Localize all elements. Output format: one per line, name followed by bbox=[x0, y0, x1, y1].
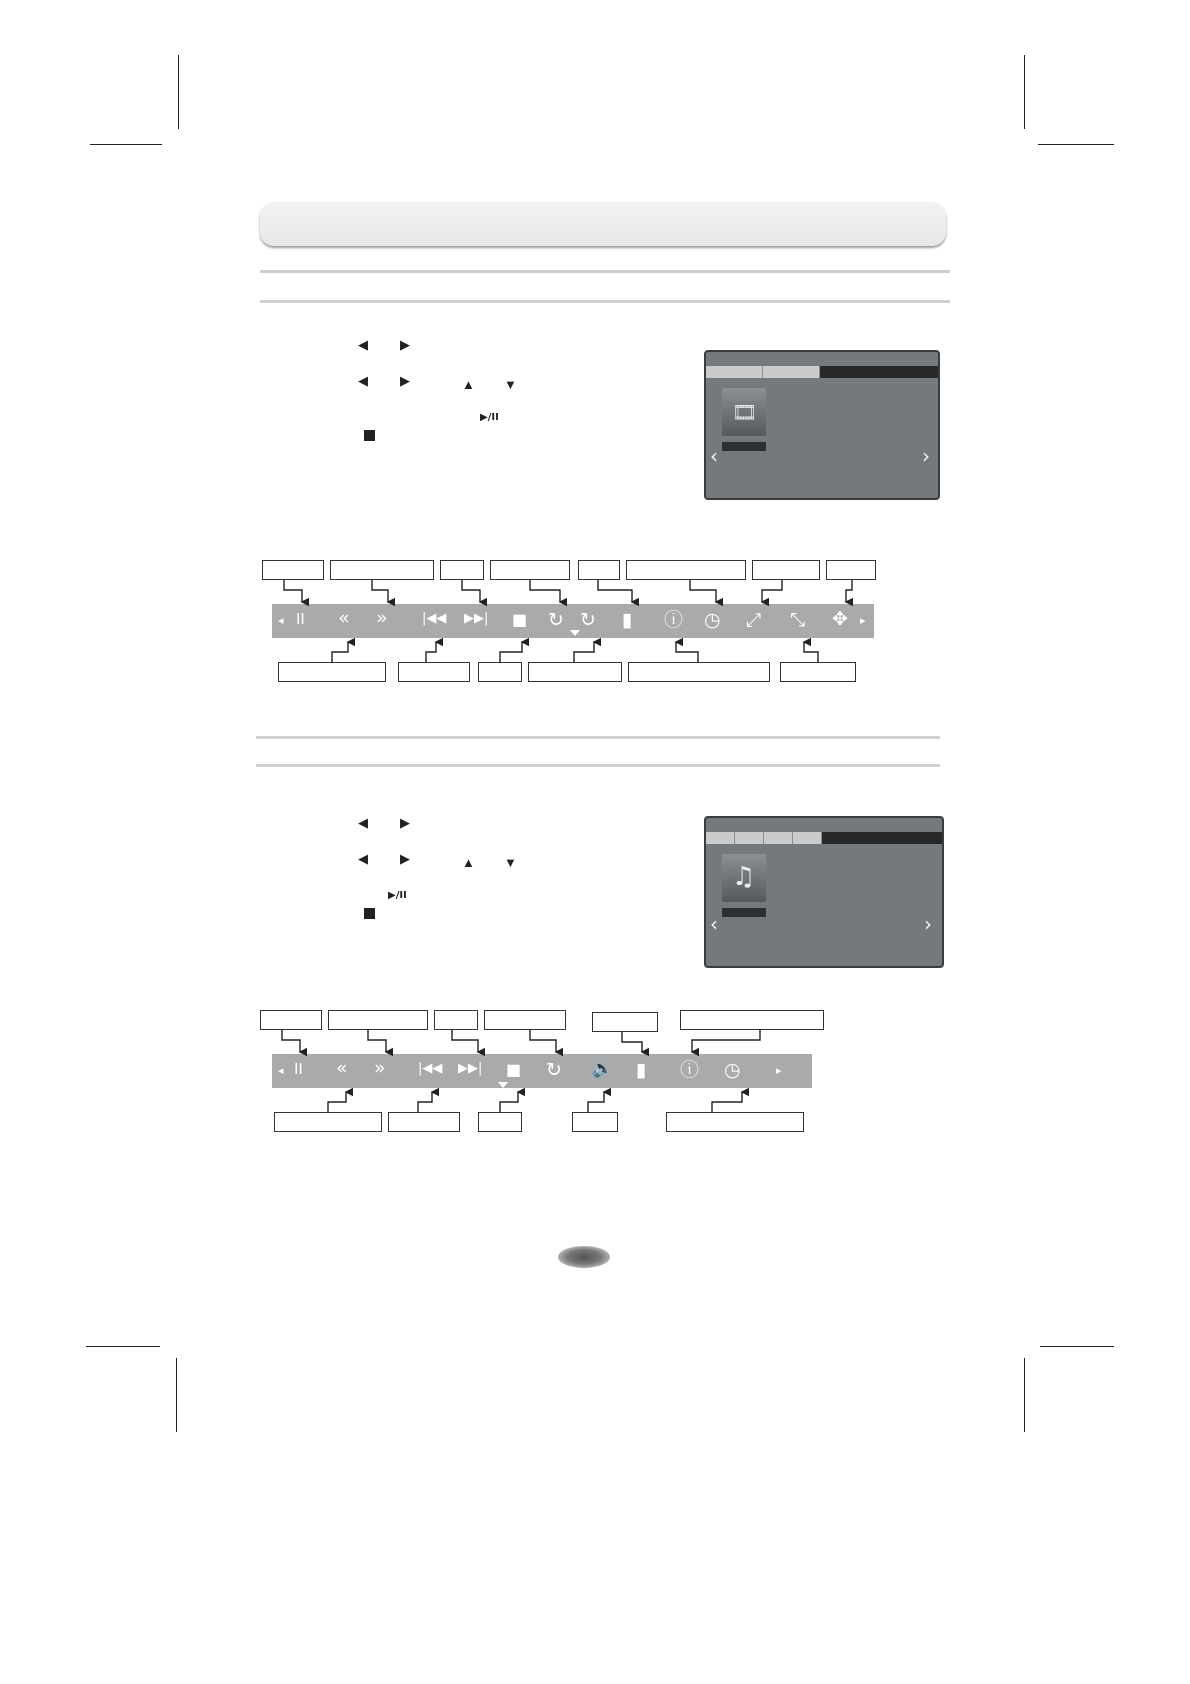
clock-icon[interactable]: ◷ bbox=[704, 609, 721, 631]
right-arrow-icon[interactable]: ▸ bbox=[860, 614, 866, 627]
right-arrow-icon[interactable]: ▸ bbox=[776, 1064, 782, 1077]
rewind-icon[interactable]: « bbox=[336, 1057, 348, 1079]
zoom-in-icon[interactable]: ⤢ bbox=[746, 609, 762, 631]
stop-icon[interactable]: ■ bbox=[506, 1060, 522, 1079]
playlist-icon[interactable]: ▮ bbox=[622, 609, 633, 631]
film-icon: 🎞 bbox=[732, 400, 758, 424]
pause-icon[interactable]: II bbox=[296, 610, 305, 628]
down-arrow-icon: ▼ bbox=[504, 855, 517, 870]
info-icon[interactable]: ⓘ bbox=[680, 1059, 700, 1081]
pause-icon[interactable]: II bbox=[294, 1060, 303, 1078]
chevron-right-icon[interactable]: › bbox=[924, 912, 932, 936]
right-arrow-icon: ▶ bbox=[400, 373, 410, 388]
previous-track-icon[interactable]: |◀◀ bbox=[418, 1061, 443, 1076]
clock-icon[interactable]: ◷ bbox=[724, 1059, 741, 1081]
left-arrow-icon: ◀ bbox=[358, 815, 368, 830]
play-pause-icon: ▶/II bbox=[388, 890, 407, 901]
mute-icon[interactable]: 🔈 bbox=[592, 1059, 614, 1079]
left-arrow-icon: ◀ bbox=[358, 851, 368, 866]
down-arrow-icon: ▼ bbox=[504, 377, 517, 392]
chevron-left-icon[interactable]: ‹ bbox=[710, 444, 718, 468]
left-arrow-icon[interactable]: ◂ bbox=[278, 614, 284, 627]
right-arrow-icon: ▶ bbox=[400, 337, 410, 352]
repeat-icon[interactable]: ↻ bbox=[548, 609, 564, 631]
playlist-icon[interactable]: ▮ bbox=[636, 1059, 647, 1081]
previous-track-icon[interactable]: |◀◀ bbox=[422, 611, 447, 626]
left-arrow-icon: ◀ bbox=[358, 373, 368, 388]
zoom-out-icon[interactable]: ⤡ bbox=[790, 609, 806, 631]
left-arrow-icon[interactable]: ◂ bbox=[278, 1064, 284, 1077]
right-arrow-icon: ▶ bbox=[400, 815, 410, 830]
up-arrow-icon: ▲ bbox=[462, 855, 475, 870]
chevron-right-icon[interactable]: › bbox=[922, 444, 930, 468]
next-track-icon[interactable]: ▶▶| bbox=[458, 1061, 483, 1076]
music-note-icon: ♫ bbox=[732, 862, 756, 892]
stop-icon[interactable]: ■ bbox=[512, 610, 528, 629]
page-number-badge bbox=[558, 1246, 610, 1268]
fast-forward-icon[interactable]: » bbox=[376, 607, 388, 629]
play-pause-icon: ▶/II bbox=[480, 412, 499, 423]
right-arrow-icon: ▶ bbox=[400, 851, 410, 866]
repeat-ab-icon[interactable]: ↻ bbox=[580, 609, 596, 631]
chevron-left-icon[interactable]: ‹ bbox=[710, 912, 718, 936]
move-icon[interactable]: ✥ bbox=[832, 608, 848, 630]
fast-forward-icon[interactable]: » bbox=[374, 1057, 386, 1079]
left-arrow-icon: ◀ bbox=[358, 337, 368, 352]
rewind-icon[interactable]: « bbox=[338, 607, 350, 629]
next-track-icon[interactable]: ▶▶| bbox=[464, 611, 489, 626]
repeat-icon[interactable]: ↻ bbox=[546, 1059, 562, 1081]
up-arrow-icon: ▲ bbox=[462, 377, 475, 392]
info-icon[interactable]: ⓘ bbox=[664, 609, 684, 631]
